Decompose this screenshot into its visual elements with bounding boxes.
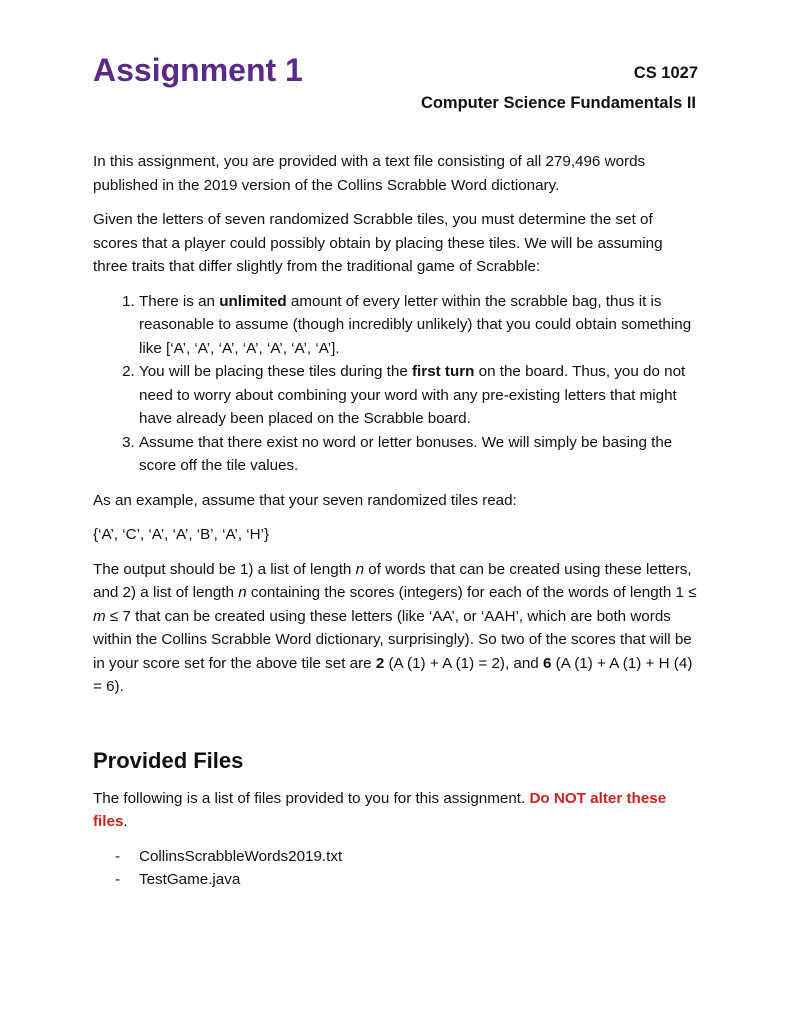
files-list (93, 845, 699, 892)
provided-files-heading: Provided Files (93, 747, 244, 773)
file-item: - TestGame.java (115, 868, 699, 892)
output-text: of words that can be created using these letters, and 2) a list of length (93, 560, 692, 601)
score-value: 2 (375, 654, 385, 672)
variable-n: n (238, 584, 247, 601)
course-code: CS 1027 (633, 64, 698, 82)
trait-emphasis: first turn (412, 363, 475, 380)
provided-text: The following is a list of files provided to you for this assignment. (93, 789, 530, 807)
trait-text: amount of every letter within the scrabble bag, thus it is reasonable to assume (though incredibly unlikely) that you could obtain something like [‘A’, ‘A’, ‘A’, ‘A’, ‘A’, ‘A’, ‘A’]. (139, 292, 692, 357)
document-body (93, 150, 699, 892)
course-name: Computer Science Fundamentals II (420, 94, 696, 112)
assignment-title: Assignment 1 (93, 52, 303, 88)
trait-item-first-turn (139, 360, 699, 431)
trait-item-unlimited (139, 290, 699, 361)
warning-text: Do NOT alter these files (93, 789, 667, 830)
score-value: 6 (542, 654, 552, 672)
output-text: ≤ 7 that can be created using these letters (like ‘AA’, or ‘AAH’, which are both words within the Collins Scrabble Word dictionary, surprisingly). So two of the scores that will be in your score set for the above tile set are (93, 607, 692, 672)
trait-item-no-bonuses: 3. Assume that there exist no word or letter bonuses. We will simply be basing the score off the tile values. (139, 431, 699, 478)
output-text: containing the scores (integers) for each of the words of length 1 ≤ (246, 584, 697, 601)
example-tiles: {‘A’, ‘C’, ‘A’, ‘A’, ‘B’, ‘A’, ‘H’} (93, 526, 270, 543)
provided-files-paragraph (93, 787, 699, 834)
variable-m: m (93, 607, 106, 625)
provided-text: . (123, 813, 128, 830)
task-paragraph: Given the letters of seven randomized Scrabble tiles, you must determine the set of scores that a player could possibly obtain by placing these tiles. We will be assuming three traits that differ slightly from the traditional game of Scrabble: (93, 211, 663, 275)
file-item: - CollinsScrabbleWords2019.txt (115, 845, 699, 869)
traits-list (93, 290, 699, 478)
example-intro: As an example, assume that your seven randomized tiles read: (93, 491, 517, 509)
output-text: The output should be 1) a list of length (93, 560, 356, 578)
trait-text: You will be placing these tiles during the (139, 363, 412, 380)
trait-text: on the board. Thus, you do not need to worry about combining your word with any pre-existing letters that might have already been placed on the Scrabble board. (139, 363, 686, 427)
trait-emphasis: unlimited (219, 292, 287, 310)
output-text: (A (1) + A (1) = 2), and (384, 654, 543, 672)
intro-paragraph: In this assignment, you are provided with a text file consisting of all 279,496 words published in the 2019 version of the Collins Scrabble Word dictionary. (93, 153, 646, 194)
output-text: (A (1) + A (1) + H (4) = 6). (93, 654, 693, 695)
output-paragraph (93, 558, 699, 699)
trait-text: There is an (139, 292, 220, 310)
variable-n: n (355, 560, 365, 578)
